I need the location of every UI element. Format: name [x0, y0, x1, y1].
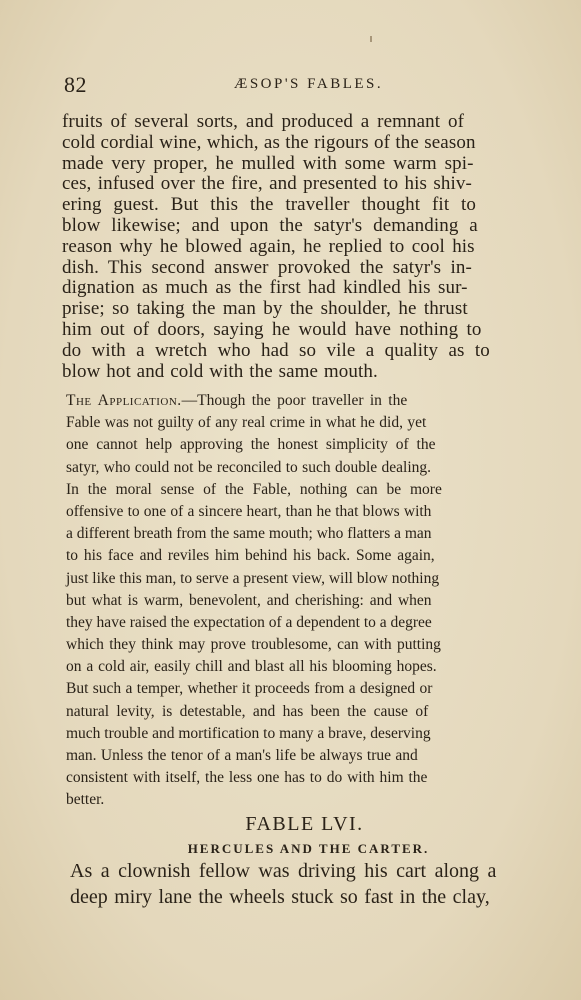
application-line: consistent with itself, the less one has to do with him the	[66, 769, 428, 787]
text-line: do with a wretch who had so vile a quality as to	[62, 339, 490, 361]
fable-continuation-text	[62, 112, 562, 382]
text-line: him out of doors, saying he would have nothing to	[62, 318, 482, 340]
text-line: cold cordial wine, which, as the rigours of the season	[62, 131, 476, 153]
text-line: ering guest. But this the traveller thought fit to	[62, 194, 477, 216]
application-line: satyr, who could not be reconciled to such double dealing.	[66, 458, 432, 476]
application-line: In the moral sense of the Fable, nothing can be more	[66, 480, 442, 498]
application-first-line	[66, 390, 562, 412]
application-line: much trouble and mortification to many a brave, deserving	[66, 724, 431, 742]
text-line: dish. This second answer provoked the satyr's in-	[62, 256, 472, 278]
application-line: one cannot help approving the honest simplicity of the	[66, 436, 436, 454]
application-line: just like this man, to serve a present view, will blow nothing	[66, 569, 440, 587]
application-line: to his face and reviles him behind his back. Some again,	[66, 547, 435, 565]
application-first-line-text: —Though the poor traveller in the	[181, 392, 408, 409]
application-line: natural levity, is detestable, and has been the cause of	[66, 702, 429, 720]
text-line: blow hot and cold with the same mouth.	[62, 360, 378, 382]
text-line: prise; so taking the man by the shoulder, he thrust	[62, 298, 468, 320]
fable-number: FABLE LVI.	[245, 813, 364, 835]
application-line: better.	[66, 791, 105, 809]
application-line: But such a temper, whether it proceeds from a designed or	[66, 680, 433, 698]
page-speck	[370, 36, 372, 42]
fable-title: HERCULES AND THE CARTER.	[187, 841, 430, 856]
application-section	[66, 390, 562, 812]
application-line: but what is warm, benevolent, and cherishing: and when	[66, 591, 432, 609]
fable-body	[70, 858, 565, 910]
fable-line: As a clownish fellow was driving his cart along a	[70, 860, 497, 882]
page-header	[64, 72, 524, 98]
text-line: fruits of several sorts, and produced a remnant of	[62, 111, 465, 132]
text-line: made very proper, he mulled with some warm spi-	[62, 152, 474, 174]
text-line: blow likewise; and upon the satyr's demanding a	[62, 214, 478, 236]
text-line: reason why he blowed again, he replied to cool his	[62, 235, 475, 257]
application-line: Fable was not guilty of any real crime in what he did, yet	[66, 414, 427, 432]
application-line: offensive to one of a sincere heart, than he that blows with	[66, 502, 432, 520]
page-number: 82	[64, 72, 87, 97]
application-line: they have raised the expectation of a dependent to a degree	[66, 613, 432, 631]
application-line: man. Unless the tenor of a man's life be always true and	[66, 747, 418, 764]
application-line: which they think may prove troublesome, can with putting	[66, 636, 441, 654]
text-line: dignation as much as the first had kindled his sur-	[62, 277, 468, 299]
application-line: a different breath from the same mouth; who flatters a man	[66, 525, 432, 543]
text-line: ces, infused over the fire, and presented to his shiv-	[62, 173, 472, 195]
application-label: The Application.	[66, 392, 182, 409]
application-line: on a cold air, easily chill and blast all his blooming hopes.	[66, 658, 437, 676]
fable-heading	[0, 810, 581, 860]
running-title: ÆSOP'S FABLES.	[234, 76, 384, 92]
fable-line: deep miry lane the wheels stuck so fast in the clay,	[70, 886, 490, 908]
